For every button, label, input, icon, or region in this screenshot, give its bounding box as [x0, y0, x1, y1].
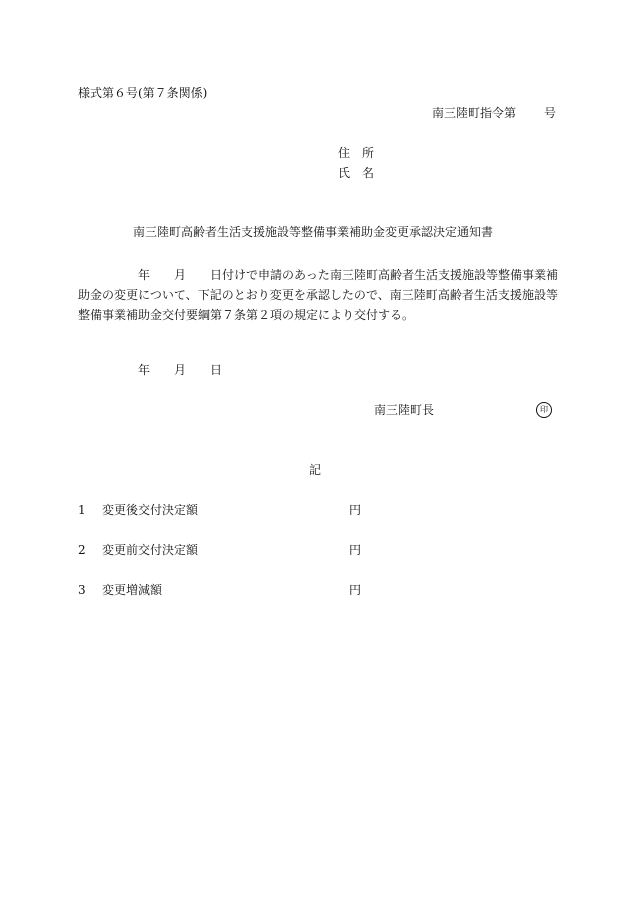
reference-prefix: 南三陸町指令第	[431, 106, 516, 120]
name-label: 氏 名	[338, 166, 375, 180]
date-line: 年 月 日	[138, 363, 223, 377]
form-number: 様式第６号(第７条関係)	[78, 86, 208, 100]
ki-heading: 記	[309, 463, 322, 477]
reference-number	[432, 107, 556, 119]
seal-icon: 印	[536, 402, 552, 418]
list-item: 3 変更増減額 円	[78, 583, 362, 597]
document-title: 南三陸町高齢者生活支援施設等整備事業補助金変更承認決定通知書	[133, 225, 494, 239]
list-item: 1 変更後交付決定額 円	[78, 503, 362, 517]
issuer-title: 南三陸町長	[374, 403, 435, 417]
body-year: 年	[138, 268, 151, 282]
reference-suffix: 号	[543, 106, 556, 120]
address-label: 住 所	[338, 146, 375, 160]
list-item: 2 変更前交付決定額 円	[78, 543, 362, 557]
body-text: 日付けで申請のあった南三陸町高齢者生活支援施設等整備事業補助金の変更について、下記のとおり変更を承認したので、南三陸町高齢者生活支援施設等整備事業補助金交付要綱第７条第２項の規定により交付する。	[78, 268, 558, 322]
body-month: 月	[174, 268, 187, 282]
body-paragraph	[78, 265, 558, 325]
